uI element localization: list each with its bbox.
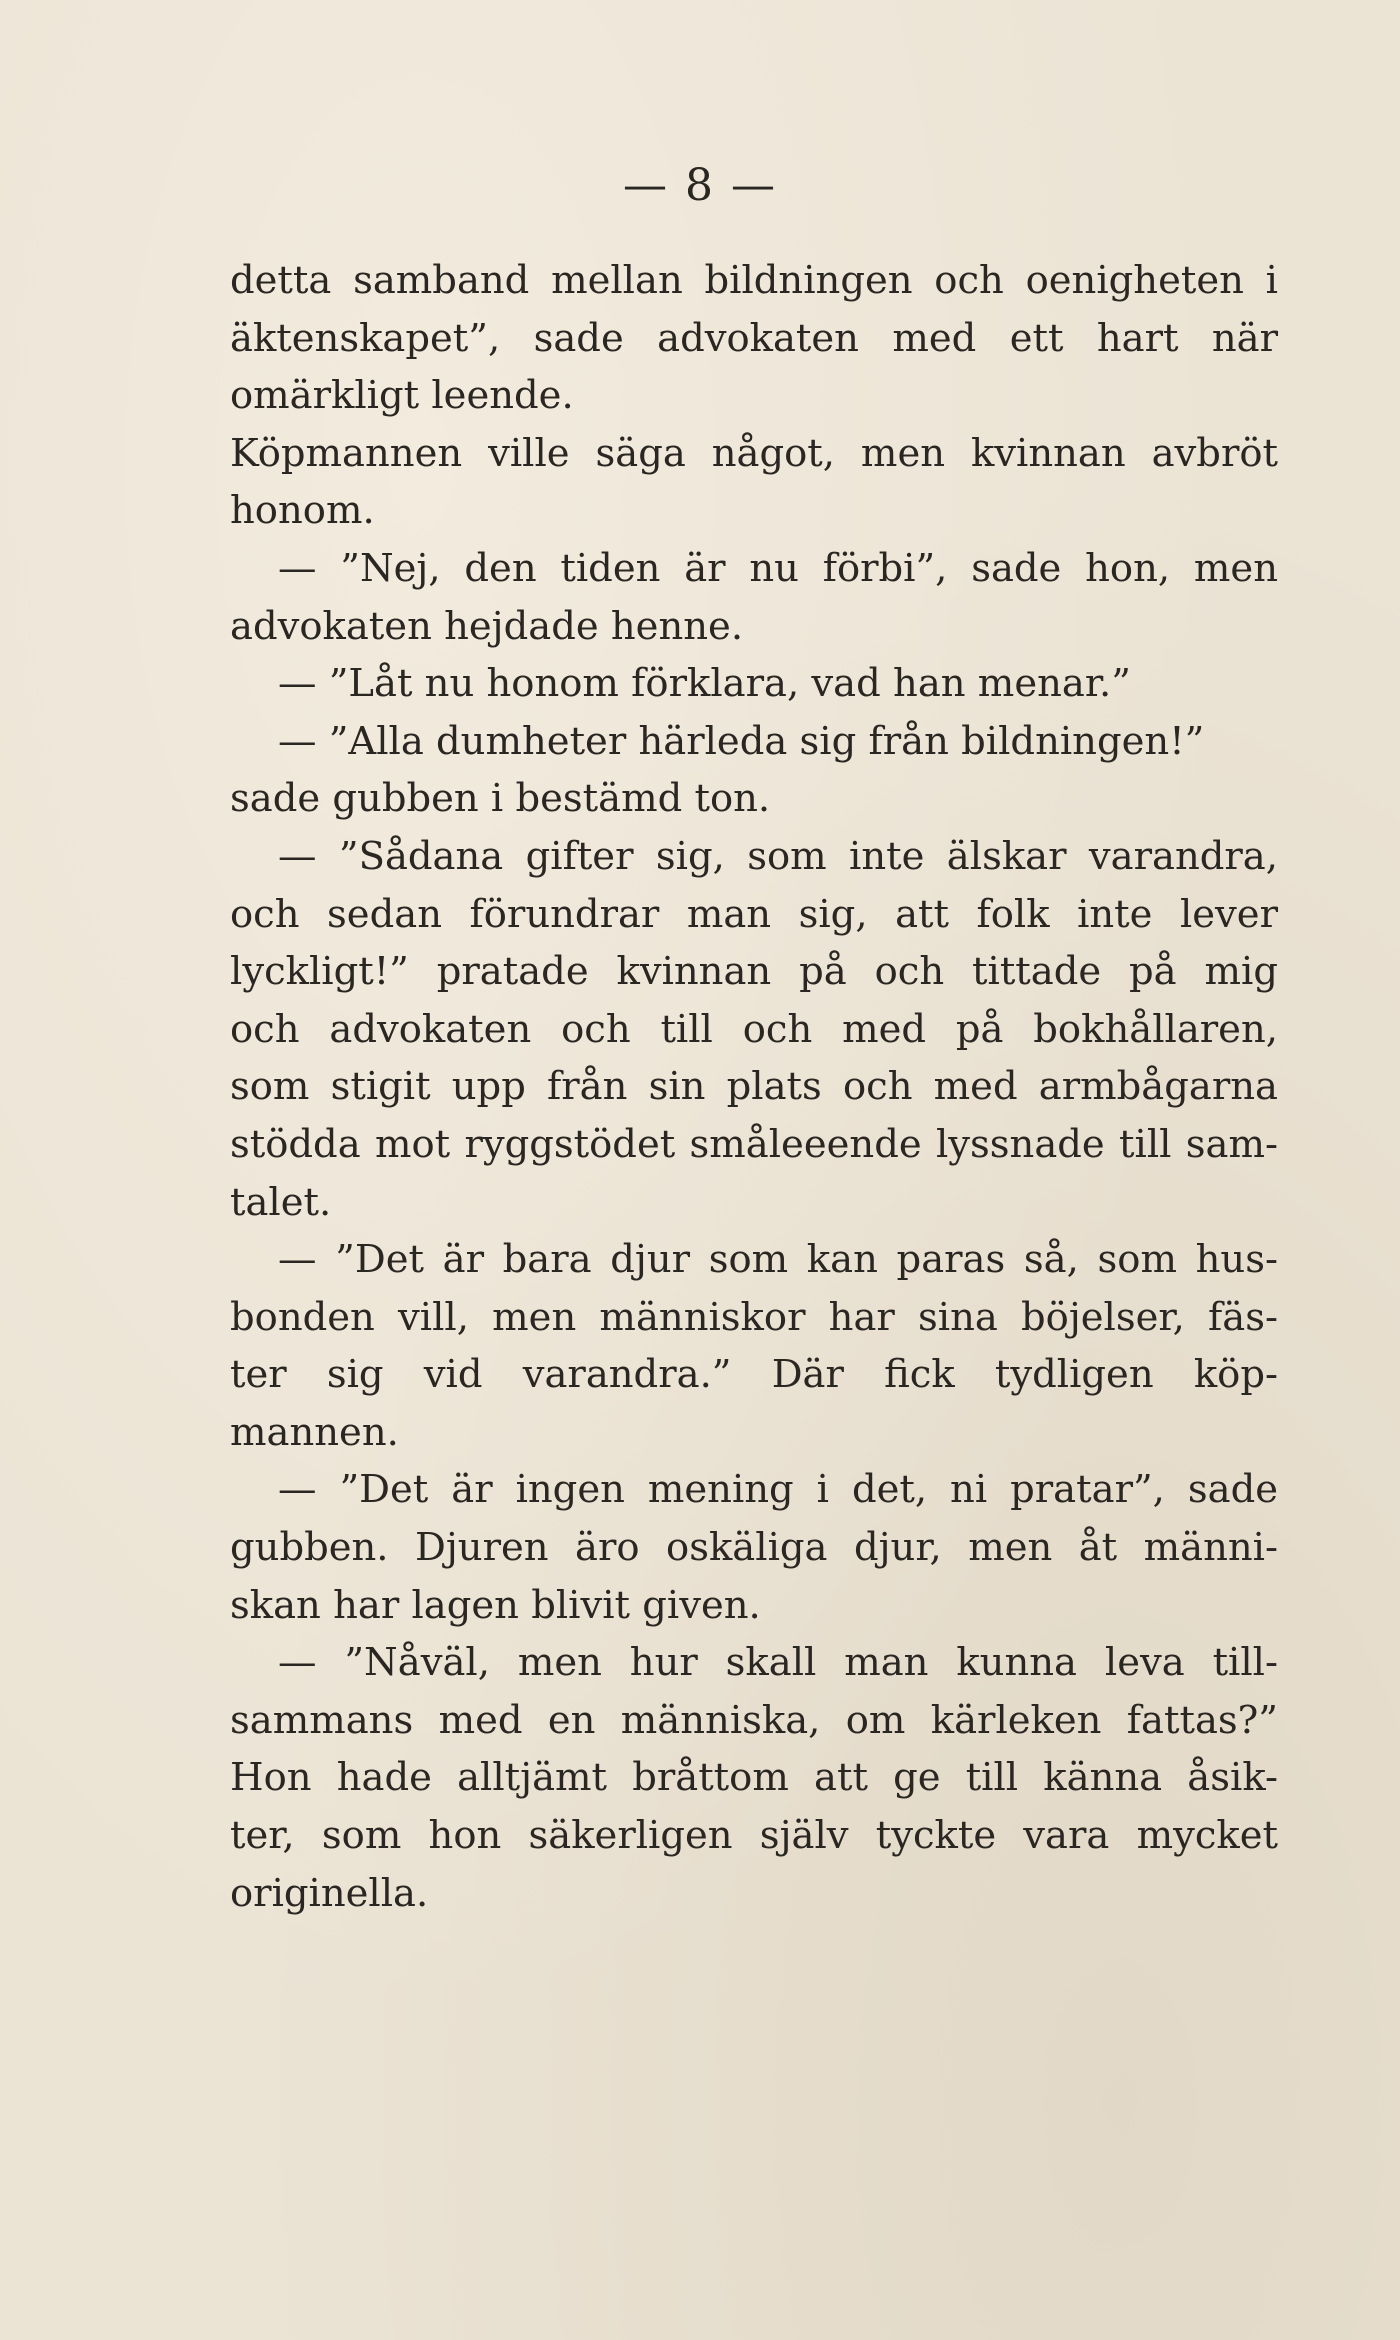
- text-line: — ”Det är ingen mening i det, ni pratar”, sade: [278, 1467, 1278, 1513]
- text-line: ter, som hon säkerligen själv tyckte vara mycket: [230, 1813, 1278, 1859]
- text-line: honom.: [230, 488, 375, 534]
- text-line: äktenskapet”, sade advokaten med ett hart när: [230, 315, 1278, 361]
- text-line: Hon hade alltjämt bråttom att ge till känna åsik-: [230, 1755, 1278, 1801]
- text-line: mannen.: [230, 1409, 399, 1455]
- text-line: skan har lagen blivit given.: [230, 1582, 761, 1628]
- text-line: sade gubben i bestämd ton.: [230, 776, 771, 822]
- text-line: — ”Sådana gifter sig, som inte älskar varandra,: [278, 833, 1278, 879]
- text-line: — ”Det är bara djur som kan paras så, som hus-: [278, 1237, 1278, 1283]
- text-line: gubben. Djuren äro oskäliga djur, men åt männi-: [230, 1525, 1278, 1571]
- body-text: [230, 252, 1278, 1922]
- text-line: Köpmannen ville säga något, men kvinnan avbröt: [230, 430, 1278, 476]
- text-line: bonden vill, men människor har sina böjelser, fäs-: [230, 1294, 1278, 1340]
- text-line: originella.: [230, 1870, 429, 1916]
- text-line: ter sig vid varandra.” Där fick tydligen köp-: [230, 1352, 1278, 1398]
- text-line: — ”Alla dumheter härleda sig från bildningen!”: [278, 718, 1205, 764]
- text-line: advokaten hejdade henne.: [230, 603, 744, 649]
- page-number: — 8 —: [623, 160, 777, 211]
- text-line: och sedan förundrar man sig, att folk inte lever: [230, 891, 1278, 937]
- text-line: lyckligt!” pratade kvinnan på och tittade på mig: [230, 949, 1278, 995]
- text-line: talet.: [230, 1179, 332, 1225]
- text-line: stödda mot ryggstödet småleeende lyssnade till sam-: [230, 1121, 1278, 1167]
- text-line: — ”Nåväl, men hur skall man kunna leva till-: [278, 1640, 1278, 1686]
- text-line: sammans med en människa, om kärleken fattas?”: [230, 1697, 1278, 1743]
- text-line: omärkligt leende.: [230, 373, 574, 419]
- text-line: och advokaten och till och med på bokhållaren,: [230, 1006, 1278, 1052]
- text-line: detta samband mellan bildningen och oenigheten i: [230, 258, 1278, 303]
- text-line: — ”Låt nu honom förklara, vad han menar.”: [278, 661, 1131, 707]
- text-line: — ”Nej, den tiden är nu förbi”, sade hon, men: [278, 545, 1278, 591]
- text-line: som stigit upp från sin plats och med armbågarna: [230, 1064, 1278, 1110]
